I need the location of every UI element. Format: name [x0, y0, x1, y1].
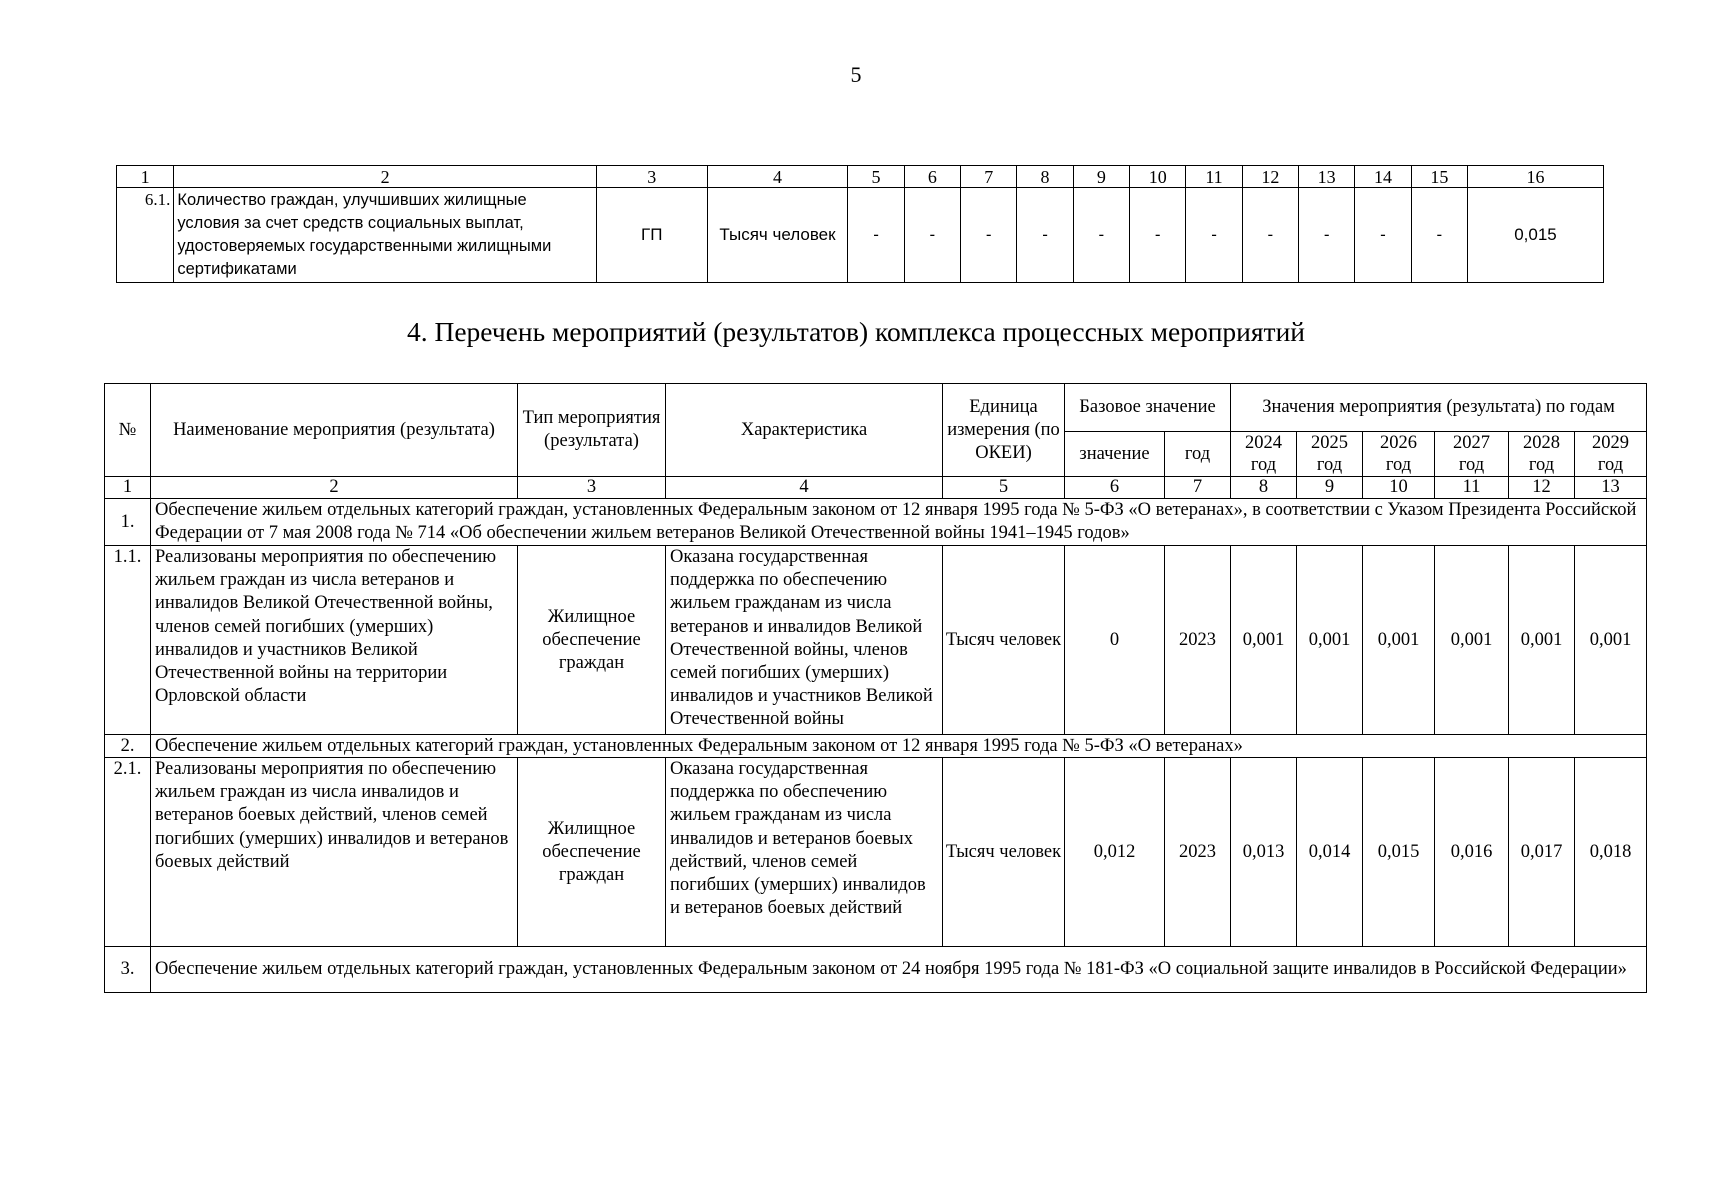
year-word: год [1385, 455, 1412, 475]
section-num: 2. [105, 735, 151, 758]
header-base-year: год [1165, 432, 1231, 477]
year-label: 2024 [1245, 433, 1283, 453]
header-base: Базовое значение [1065, 384, 1231, 432]
indicator-value: - [1130, 188, 1186, 283]
year-label: 2027 [1453, 433, 1491, 453]
index-cell: 8 [1231, 477, 1297, 499]
measure-base-year: 2023 [1165, 758, 1231, 947]
indicator-value: - [1355, 188, 1411, 283]
indicator-unit: Тысяч человек [707, 188, 848, 283]
measure-year-value: 0,001 [1297, 546, 1363, 735]
measure-name: Реализованы мероприятия по обеспечению жильем граждан из числа инвалидов и ветеранов боевых действий, членов семей погибших (умерших) инвалидов и ветеранов боевых действий [151, 758, 518, 947]
measure-base-value: 0 [1065, 546, 1165, 735]
header-characteristic: Характеристика [666, 384, 943, 477]
indicator-value: - [1186, 188, 1242, 283]
header-year [1509, 432, 1575, 477]
header-year [1435, 432, 1509, 477]
measure-year-value: 0,001 [1231, 546, 1297, 735]
index-cell: 12 [1509, 477, 1575, 499]
table1-header-row [117, 166, 1604, 188]
indicator-value: - [1411, 188, 1467, 283]
measures-table [104, 383, 1647, 993]
measure-year-value: 0,001 [1363, 546, 1435, 735]
indicator-value: - [1073, 188, 1129, 283]
table1-header-cell: 12 [1242, 166, 1298, 188]
table1-header-cell: 11 [1186, 166, 1242, 188]
header-unit: Единица измерения (по ОКЕИ) [943, 384, 1065, 477]
index-cell: 7 [1165, 477, 1231, 499]
indicator-value: - [1299, 188, 1355, 283]
indicator-name: Количество граждан, улучшивших жилищные условия за счет средств социальных выплат, удостоверяемых государственными жилищными сертификатами [174, 188, 597, 283]
table1-header-cell: 13 [1299, 166, 1355, 188]
index-cell: 1 [105, 477, 151, 499]
measure-type: Жилищное обеспечение граждан [518, 758, 666, 947]
measure-year-value: 0,014 [1297, 758, 1363, 947]
index-cell: 13 [1575, 477, 1647, 499]
header-num: № [105, 384, 151, 477]
header-values-by-year: Значения мероприятия (результата) по годам [1231, 384, 1647, 432]
table1-header-cell: 8 [1017, 166, 1073, 188]
header-base-value: значение [1065, 432, 1165, 477]
measure-year-value: 0,001 [1575, 546, 1647, 735]
measure-year-value: 0,016 [1435, 758, 1509, 947]
year-label: 2026 [1380, 433, 1418, 453]
indicator-value: - [904, 188, 960, 283]
indicator-type: ГП [596, 188, 707, 283]
measure-year-value: 0,018 [1575, 758, 1647, 947]
year-word: год [1316, 455, 1343, 475]
year-label: 2025 [1311, 433, 1349, 453]
measure-year-value: 0,001 [1435, 546, 1509, 735]
measure-characteristic: Оказана государственная поддержка по обеспечению жильем гражданам из числа инвалидов и ветеранов боевых действий, членов семей погибших (умерших) инвалидов и ветеранов боевых действий [666, 758, 943, 947]
measure-unit: Тысяч человек [943, 546, 1065, 735]
section-title: 4. Перечень мероприятий (результатов) комплекса процессных мероприятий [406, 316, 1306, 347]
section-title-cell: Обеспечение жильем отдельных категорий граждан, установленных Федеральным законом от 24 ноября 1995 года № 181-ФЗ «О социальной защите инвалидов в Российской Федерации» [151, 947, 1647, 993]
measure-year-value: 0,017 [1509, 758, 1575, 947]
measure-row [105, 546, 1647, 735]
header-year [1575, 432, 1647, 477]
section-num: 1. [105, 499, 151, 546]
index-cell: 11 [1435, 477, 1509, 499]
index-cell: 6 [1065, 477, 1165, 499]
header-year [1231, 432, 1297, 477]
measure-year-value: 0,013 [1231, 758, 1297, 947]
table1-header-cell: 9 [1073, 166, 1129, 188]
table1-header-cell: 5 [848, 166, 904, 188]
table1-header-cell: 15 [1411, 166, 1467, 188]
year-word: год [1597, 455, 1624, 475]
indicators-table [116, 165, 1604, 283]
indicator-value: - [848, 188, 904, 283]
header-type: Тип мероприятия (результата) [518, 384, 666, 477]
year-label: 2029 [1592, 433, 1630, 453]
page-number: 5 [850, 62, 862, 87]
table1-header-cell: 14 [1355, 166, 1411, 188]
indicator-final-value: 0,015 [1468, 188, 1604, 283]
measure-row [105, 758, 1647, 947]
measure-unit: Тысяч человек [943, 758, 1065, 947]
table1-header-cell: 10 [1130, 166, 1186, 188]
table1-header-cell: 7 [961, 166, 1017, 188]
table2-index-row [105, 477, 1647, 499]
measure-name: Реализованы мероприятия по обеспечению жильем граждан из числа ветеранов и инвалидов Великой Отечественной войны, членов семей погибших (умерших) инвалидов и участников Великой Отечественной войны на территории Орловской области [151, 546, 518, 735]
measure-base-value: 0,012 [1065, 758, 1165, 947]
section-title-cell: Обеспечение жильем отдельных категорий граждан, установленных Федеральным законом от 12 января 1995 года № 5-ФЗ «О ветеранах» [151, 735, 1647, 758]
table1-header-cell: 3 [596, 166, 707, 188]
indicator-value: - [1017, 188, 1073, 283]
row-number: 6.1. [117, 188, 174, 283]
section-title-cell: Обеспечение жильем отдельных категорий граждан, установленных Федеральным законом от 12 января 1995 года № 5-ФЗ «О ветеранах», в соответствии с Указом Президента Российской Федерации от 7 мая 2008 года № 714 «Об обеспечении жильем ветеранов Великой Отечественной войны 1941–1945 годов» [151, 499, 1647, 546]
measure-year-value: 0,001 [1509, 546, 1575, 735]
year-word: год [1250, 455, 1277, 475]
measure-characteristic: Оказана государственная поддержка по обеспечению жильем гражданам из числа ветеранов и инвалидов Великой Отечественной войны, членов семей погибших (умерших) инвалидов и участников Великой Отечественной войны [666, 546, 943, 735]
header-name: Наименование мероприятия (результата) [151, 384, 518, 477]
year-label: 2028 [1523, 433, 1561, 453]
index-cell: 10 [1363, 477, 1435, 499]
measure-type: Жилищное обеспечение граждан [518, 546, 666, 735]
index-cell: 3 [518, 477, 666, 499]
measure-num: 2.1. [105, 758, 151, 947]
index-cell: 2 [151, 477, 518, 499]
indicator-value: - [961, 188, 1017, 283]
index-cell: 5 [943, 477, 1065, 499]
table1-header-cell: 1 [117, 166, 174, 188]
table1-header-cell: 6 [904, 166, 960, 188]
measure-base-year: 2023 [1165, 546, 1231, 735]
section-row [105, 947, 1647, 993]
table1-data-row [117, 188, 1604, 283]
header-year [1363, 432, 1435, 477]
year-word: год [1458, 455, 1485, 475]
table1-header-cell: 16 [1468, 166, 1604, 188]
table1-header-cell: 2 [174, 166, 597, 188]
table2-header-row [105, 384, 1647, 432]
table1-header-cell: 4 [707, 166, 848, 188]
year-word: год [1528, 455, 1555, 475]
section-row [105, 499, 1647, 546]
section-num: 3. [105, 947, 151, 993]
indicator-value: - [1242, 188, 1298, 283]
section-row [105, 735, 1647, 758]
index-cell: 4 [666, 477, 943, 499]
header-year [1297, 432, 1363, 477]
measure-num: 1.1. [105, 546, 151, 735]
measure-year-value: 0,015 [1363, 758, 1435, 947]
index-cell: 9 [1297, 477, 1363, 499]
